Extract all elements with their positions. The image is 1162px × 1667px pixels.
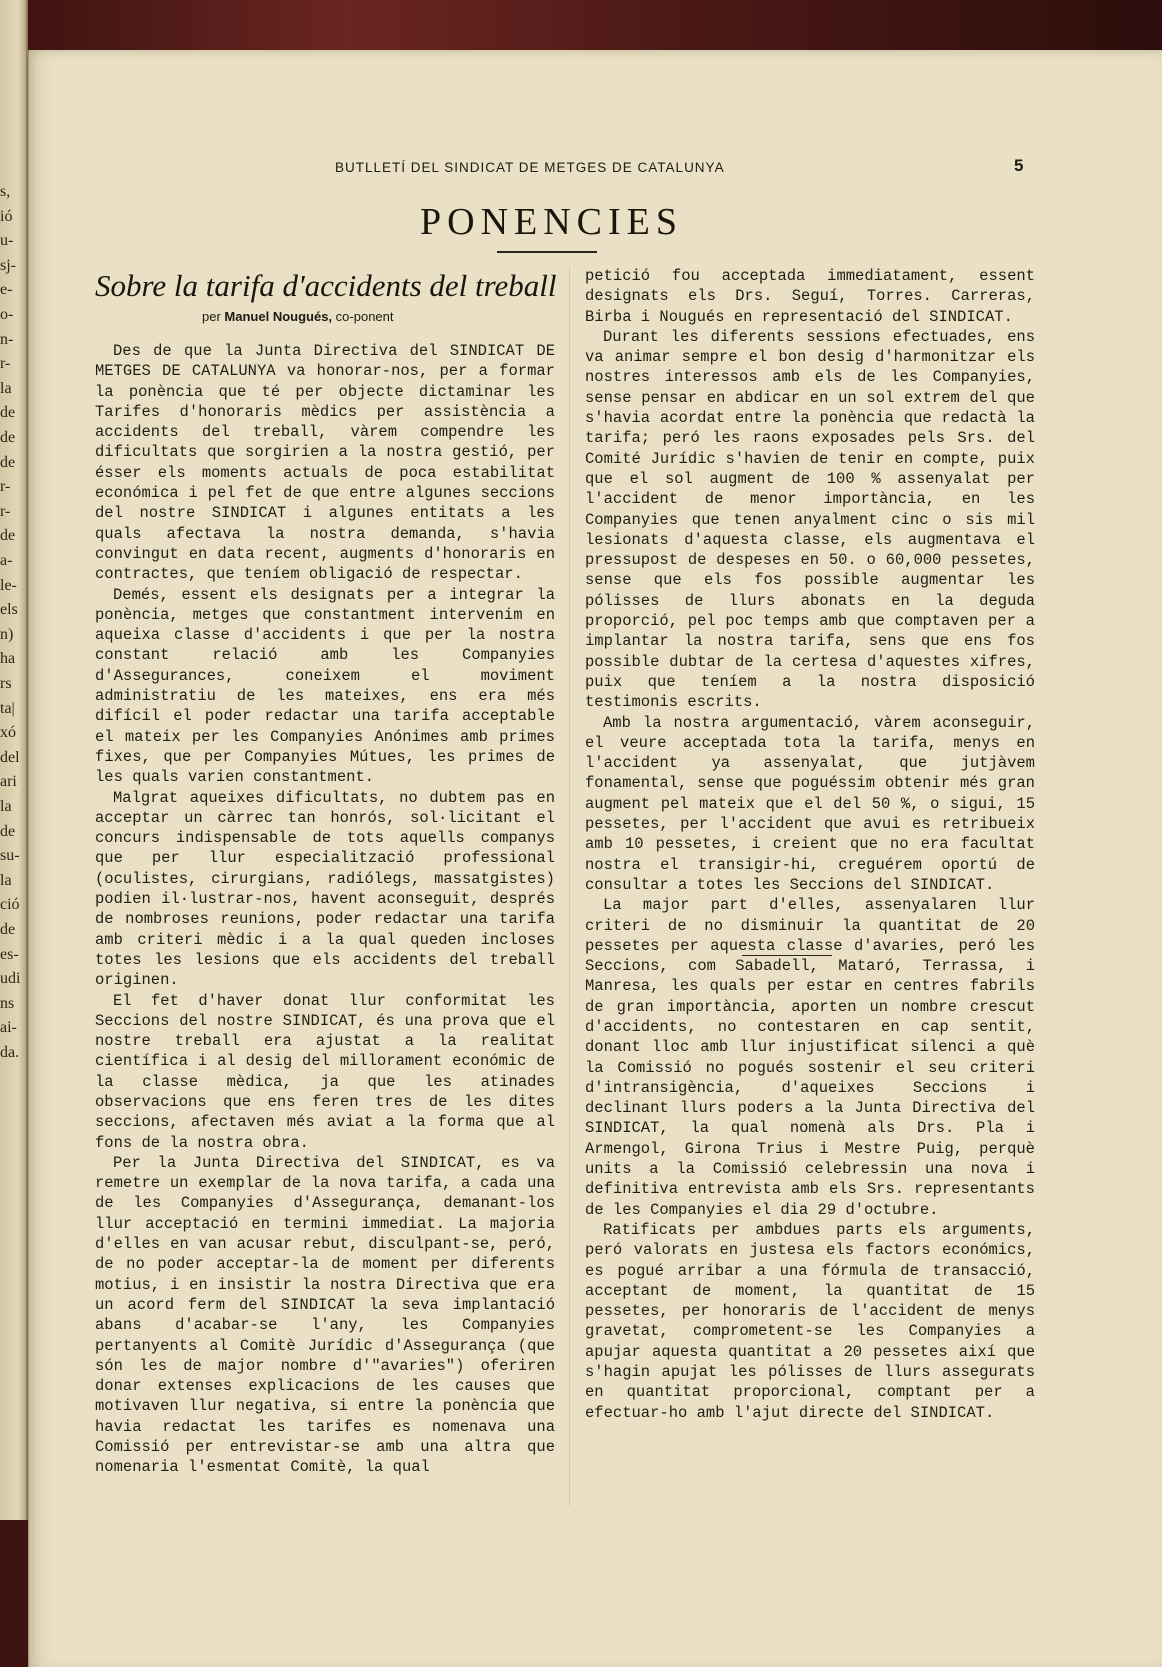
section-title-rule [497,251,597,253]
previous-page-fragment: ta| [0,700,15,717]
previous-page-fragment: la [0,872,12,889]
byline-prefix: per [202,309,221,324]
paragraph: El fet d'haver donat llur conformitat les Seccions del nostre SINDICAT, és una prova que el nostre treball era ajustat a la realitat científica i al desig del millorament económic de la classe mèdica, ja que les atinades observacions que ens feren tres de les dites seccions, afectaven més aviat a la forma que al fons de la nostra obra. [95,991,555,1152]
previous-page-fragment: u- [0,232,14,249]
previous-page-fragment: ari [0,773,17,790]
article-column-left [95,341,555,1521]
previous-page-fragment: r- [0,503,11,520]
previous-page-fragment: del [0,749,20,766]
column-gutter [569,266,570,1506]
previous-page-fragment: de [0,404,16,421]
byline [202,309,394,324]
previous-page-fragment: de [0,429,16,446]
separator-rule [742,955,832,956]
paragraph: Ratificats per ambdues parts els arguments, peró valorats en justesa els factors económics, es pogué arribar a una fórmula de transacció, acceptant de moment, la quantitat de 15 pessetes, per honoraris de l'accident de menys gravetat, comprometent-se les Companyies a apujar aquesta quantitat a 20 pessetes així que s'hagin apujat les pólisses de llurs assegurats en quantitat proporcional, comptant per a efectuar-ho amb l'ajut directe del SINDICAT. [585,1220,1035,1422]
paragraph: Amb la nostra argumentació, vàrem aconseguir, el veure acceptada tota la tarifa, menys en l'accident ya assenyalat, que jutjàvem fonamental, sense que poguéssim obtenir més gran augment pel mateix que el del 50 %, o sigui, 15 pessetes, per l'accident que avui es retribueix amb 10 pessetes, i creient que no era facultat nostra el transigir-hi, creguérem oportú de consultar a totes les Seccions del SINDICAT. [585,713,1035,894]
article-column-right [585,266,1035,1526]
previous-page-fragment: le- [0,577,17,594]
previous-page-fragment: r- [0,355,11,372]
previous-page-fragment: s, [0,183,11,200]
paragraph: Durant les diferents sessions efectuades, ens va animar sempre el bon desig d'harmonitzar els nostres interessos amb els de les Companyies, sense pensar en abdicar en un sol extrem del que s'havia acordat entre la ponència que redactà la tarifa; peró les raons exposades pels Srs. del Comité Jurídic s'havien de tenir en compte, puix que el sol augment de 100 % assenyalat per l'accident de menor importància, en les Companyies que tenen anyalment cinc o sis mil lesionats d'aquesta classe, els augmentava el pressupost de despeses en 50. o 60,000 pessetes, sense que els fos possible augmentar les pólisses de llurs abonats en la deguda proporció, pel poc temps amb que comptaven per a implantar la nostra tarifa, sens que ens fos possible dubtar de la certesa d'aquestes xifres, puix que teníem a la nostra disposició testimonis escrits. [585,327,1035,712]
previous-page-fragment: a- [0,552,13,569]
previous-page-fragment: n- [0,331,14,348]
previous-page-fragment: ai- [0,1019,17,1036]
previous-page-fragment: o- [0,306,14,323]
previous-page-fragment: ns [0,995,15,1012]
paragraph-continued: petició fou acceptada immediatament, essent designats els Drs. Seguí, Torres. Carreras, Birba i Nougués en representació del SINDICAT. [585,267,1035,326]
previous-page-fragment: la [0,380,12,397]
previous-page-fragment: e- [0,281,13,298]
running-header: BUTLLETÍ DEL SINDICAT DE METGES DE CATALUNYA [335,160,725,175]
previous-page-fragment: ha [0,650,16,667]
previous-page-fragment: la [0,798,12,815]
previous-page-fragment: es- [0,946,19,963]
previous-page-fragment: da. [0,1044,20,1061]
previous-page-fragment: n) [0,626,14,643]
previous-page-fragment: sj- [0,257,16,274]
page-number: 5 [1014,156,1024,175]
paragraph: Malgrat aqueixes dificultats, no dubtem pas en acceptar un càrrec tan honrós, sol·licitant el concurs indispensable de tots aquells companys que per llur especialització professional (oculistes, cirurgians, radiólegs, massatgistes) podien il·lustrar-nos, havent aconseguit, després de nombroses reunions, poder redactar una tarifa amb criteri mèdic i a la qual queden incloses totes les lesions que els accidents del treball originen. [95,788,555,990]
paragraph: Demés, essent els designats per a integrar la ponència, metges que constantment intervenim en aqueixa classe d'accidents i que per la nostra constant relació amb les Companyies d'Assegurances, coneixem el moviment administratiu de les mateixes, ens era més difícil el poder redactar una tarifa acceptable el mateix per les Companyies Anónimes amb primes fixes, que per Companyies Mútues, les primes de les quals varien constantment. [95,585,555,787]
previous-page-fragment: ió [0,208,13,225]
previous-page-fragment: de [0,454,16,471]
previous-page-fragment: udi [0,970,21,987]
previous-page-fragment: ció [0,896,20,913]
article-title: Sobre la tarifa d'accidents del treball [95,268,557,303]
previous-page-fragment: rs [0,675,12,692]
byline-author: Manuel Nougués, [224,309,333,324]
paragraph: Per la Junta Directiva del SINDICAT, es va remetre un exemplar de la nova tarifa, a cada una de les Companyies d'Assegurança, demanant-los llur acceptació en termini immediat. La majoria d'elles en van acusar rebut, disculpant-se, peró, de no poder acceptar-la de moment per diferents motius, i en insistir la nostra Directiva que era un acord ferm del SINDICAT la seva implantació abans d'acabar-se l'any, les Companyies pertanyents al Comitè Jurídic d'Assegurança (que són les de major nombre d'"avaries") oferiren donar extenses explicacions de les causes que motivaven llur negativa, si entre la ponència que havia redactat les tarifes es nomenava una Comissió per entrevistar-se amb una altra que nomenaria l'esmentat Comitè, la qual [95,1153,555,1477]
previous-page-fragment: r- [0,478,11,495]
paragraph: La major part d'elles, assenyalaren llur criteri de no disminuir la quantitat de 20 pessetes per aquesta classe d'avaries, peró les Seccions, com Sabadell, Mataró, Terrassa, i Manresa, les quals per estar en centres fabrils de gran importància, aporten un nombre crescut d'accidents, no contestaren en cap sentit, donant lloc amb llur injustificat silenci a què la Comissió no pogués sostenir el seu criteri d'intransigència, d'aqueixes Seccions i declinant llurs poders a la Junta Directiva del SINDICAT, la qual nomenà als Drs. Pla i Armengol, Girona Trius i Mestre Puig, perquè units a la Comissió celebressin una nova i definitiva entrevista amb els Srs. representants de les Companyies el dia 29 d'octubre. [585,896,1035,1219]
byline-role: co-ponent [335,309,394,324]
previous-page-fragment: de [0,823,16,840]
previous-page-fragment: su- [0,847,20,864]
previous-page-edge [0,0,28,1520]
section-title: PONENCIES [420,201,684,243]
previous-page-fragment: els [0,601,18,618]
previous-page-fragment: xó [0,724,16,741]
paragraph: Des de que la Junta Directiva del SINDICAT DE METGES DE CATALUNYA va honorar-nos, per a formar la ponència que té per objecte dictaminar les Tarifes d'honoraris mèdics per assistència a accidents del treball, vàrem compendre les dificultats que sorgirien a la nostra gestió, per ésser els moments actuals de poca estabilitat económica i pel fet de que entre algunes seccions del nostre SINDICAT i algunes entitats a les quals afectava la nostra demanda, s'havia convingut en data recent, augments d'honoraris en contractes, que teníem obligació de respectar. [95,342,555,584]
previous-page-fragment: de [0,527,16,544]
previous-page-fragment: de [0,921,16,938]
